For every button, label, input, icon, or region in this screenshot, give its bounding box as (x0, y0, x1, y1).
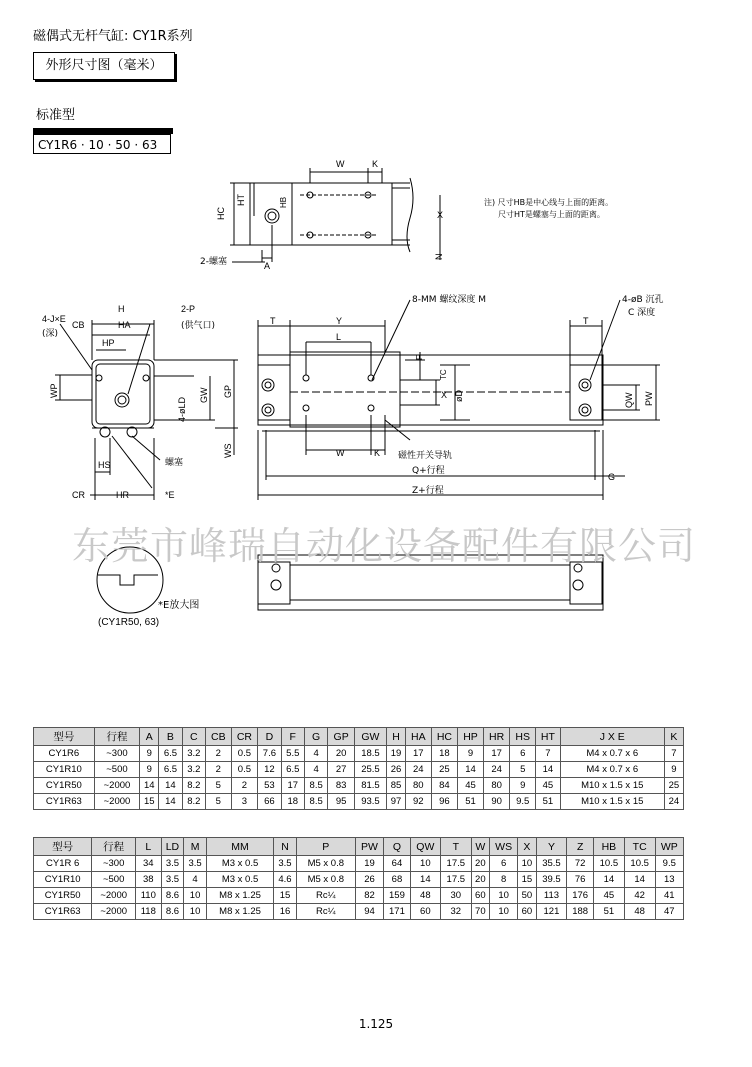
table-cell: 10 (184, 888, 206, 904)
table-cell: 84 (431, 778, 458, 794)
table-cell: 48 (624, 904, 655, 920)
table-cell: M3 x 0.5 (206, 856, 273, 872)
table-cell: 9 (664, 762, 683, 778)
column-header: GP (328, 728, 355, 746)
table-cell: 7 (664, 746, 683, 762)
table-cell: 15 (274, 888, 296, 904)
table-row (34, 904, 684, 920)
table-cell: 4 (304, 746, 327, 762)
h-label: H (118, 304, 125, 314)
table-cell: M5 x 0.8 (296, 872, 355, 888)
column-header: PW (355, 838, 383, 856)
table-cell: 93.5 (354, 794, 386, 810)
table-cell: CY1R63 (34, 904, 92, 920)
table-cell: 25 (664, 778, 683, 794)
table-cell: 45 (536, 778, 561, 794)
table-cell: 9 (140, 746, 159, 762)
table-cell: 176 (567, 888, 594, 904)
table-cell: M8 x 1.25 (206, 904, 273, 920)
table-cell: ~2000 (94, 778, 140, 794)
g-label: G (608, 472, 616, 482)
table-row (34, 762, 684, 778)
table-cell: 92 (406, 794, 432, 810)
top-w-label: W (336, 159, 345, 169)
table-cell: 6 (489, 856, 517, 872)
table-cell: 8.5 (304, 778, 327, 794)
table-cell: 18 (431, 746, 458, 762)
top-a-label: A (264, 261, 271, 270)
column-header: X (518, 838, 536, 856)
table-cell: 3.5 (274, 856, 296, 872)
column-header: P (296, 838, 355, 856)
ws-label: WS (223, 443, 233, 458)
table-cell: 64 (384, 856, 411, 872)
table-cell: 118 (136, 904, 162, 920)
top-k-label: K (372, 159, 379, 169)
note-line-2: 尺寸HT是螺塞与上面的距离。 (498, 210, 605, 219)
column-header: HR (483, 728, 510, 746)
table-cell: 3.5 (161, 856, 184, 872)
table-cell: 10.5 (593, 856, 624, 872)
table-cell: CY1R50 (34, 888, 92, 904)
table-cell: 15 (518, 872, 536, 888)
t2-label: T (583, 316, 589, 326)
table-cell: 2 (206, 762, 232, 778)
table-cell: 9.5 (655, 856, 683, 872)
column-header: QW (410, 838, 440, 856)
table-row (34, 856, 684, 872)
column-header: HC (431, 728, 458, 746)
table-cell: ~300 (92, 856, 136, 872)
table-cell: 70 (471, 904, 489, 920)
table-cell: 159 (384, 888, 411, 904)
column-header: J X E (560, 728, 664, 746)
y-label: Y (336, 316, 343, 326)
table-cell: CY1R 6 (34, 856, 92, 872)
table-cell: M5 x 0.8 (296, 856, 355, 872)
table-cell: 27 (328, 762, 355, 778)
table-cell: 60 (410, 904, 440, 920)
table-cell: 8.6 (161, 904, 184, 920)
table-cell: 14 (624, 872, 655, 888)
table-cell: M4 x 0.7 x 6 (560, 762, 664, 778)
table-cell: 5.5 (281, 746, 304, 762)
table-cell: 8 (489, 872, 517, 888)
table-cell: 188 (567, 904, 594, 920)
table-cell: 80 (406, 778, 432, 794)
table-cell: 6.5 (159, 762, 182, 778)
page-title: 磁偶式无杆气缸: CY1R系列 (33, 29, 193, 44)
table-cell: 42 (624, 888, 655, 904)
column-header: A (140, 728, 159, 746)
table-cell: 10.5 (624, 856, 655, 872)
model-list: CY1R6 · 10 · 50 · 63 (33, 134, 171, 154)
table-cell: 41 (655, 888, 683, 904)
table-cell: 51 (593, 904, 624, 920)
qw-label: QW (624, 392, 634, 408)
top-hb-label: HB (279, 196, 288, 208)
table-cell: 51 (458, 794, 484, 810)
column-header: GW (354, 728, 386, 746)
pw-label: PW (644, 391, 654, 406)
table-cell: 48 (410, 888, 440, 904)
column-header: W (471, 838, 489, 856)
table-cell: 13 (655, 872, 683, 888)
table-cell: 60 (518, 904, 536, 920)
enlarged-models: (CY1R50, 63) (98, 617, 160, 628)
table-cell: 95 (328, 794, 355, 810)
column-header: HP (458, 728, 484, 746)
wp-label: WP (49, 383, 59, 398)
table-cell: 19 (386, 746, 405, 762)
column-header: B (159, 728, 182, 746)
table-cell: ~2000 (92, 888, 136, 904)
table-cell: M8 x 1.25 (206, 888, 273, 904)
table-cell: 113 (536, 888, 567, 904)
table-cell: 7 (536, 746, 561, 762)
table-cell: 39.5 (536, 872, 567, 888)
table-cell: 26 (355, 872, 383, 888)
table-cell: 10 (410, 856, 440, 872)
table-row (34, 746, 684, 762)
column-header: HB (593, 838, 624, 856)
table-cell: 0.5 (231, 762, 258, 778)
table-cell: CY1R10 (34, 762, 95, 778)
table-header-row (34, 728, 684, 746)
b-label: 4-øB 沉孔 (622, 295, 664, 305)
table-cell: 6.5 (281, 762, 304, 778)
table-cell: 17.5 (440, 872, 471, 888)
table-header-row (34, 838, 684, 856)
column-header: MM (206, 838, 273, 856)
table-cell: 38 (136, 872, 162, 888)
main-views-drawing (0, 290, 752, 640)
table-cell: 8.2 (182, 778, 205, 794)
table-cell: 85 (386, 778, 405, 794)
column-header: WP (655, 838, 683, 856)
column-header: 型号 (34, 838, 92, 856)
table-cell: 16 (274, 904, 296, 920)
table-cell: ~2000 (94, 794, 140, 810)
tc-label: TC (439, 369, 448, 380)
table-cell: ~500 (94, 762, 140, 778)
column-header: L (136, 838, 162, 856)
page-number: 1.125 (358, 1017, 394, 1031)
table-cell: 17 (483, 746, 510, 762)
table-cell: Rc¼ (296, 904, 355, 920)
top-x-label: X (437, 210, 444, 220)
jxe-label: 4-J×E (42, 314, 66, 324)
x-label: X (441, 390, 448, 400)
table-cell: 17 (281, 778, 304, 794)
cb-label: CB (72, 320, 85, 330)
table-cell: 26 (386, 762, 405, 778)
table-cell: 14 (536, 762, 561, 778)
q-label: Q+行程 (412, 466, 445, 476)
spec-table-2 (33, 837, 684, 920)
table-cell: M4 x 0.7 x 6 (560, 746, 664, 762)
table-cell: 47 (655, 904, 683, 920)
table-cell: 7.6 (258, 746, 281, 762)
table-cell: 4 (184, 872, 206, 888)
table-cell: 34 (136, 856, 162, 872)
column-header: K (664, 728, 683, 746)
table-row (34, 794, 684, 810)
table-cell: 68 (384, 872, 411, 888)
table-cell: 14 (140, 778, 159, 794)
f-label: F (415, 355, 424, 360)
rail-label: 磁性开关导轨 (398, 451, 453, 461)
column-header: CR (231, 728, 258, 746)
column-header: 型号 (34, 728, 95, 746)
table-cell: 14 (410, 872, 440, 888)
table-cell: 3 (231, 794, 258, 810)
table-cell: 9 (140, 762, 159, 778)
table-cell: 4 (304, 762, 327, 778)
table-cell: 53 (258, 778, 281, 794)
port-label: (供气口) (181, 321, 216, 331)
table-cell: 121 (536, 904, 567, 920)
table-cell: CY1R10 (34, 872, 92, 888)
table-cell: M10 x 1.5 x 15 (560, 778, 664, 794)
gw-label: GW (199, 387, 209, 403)
table-cell: 6.5 (159, 746, 182, 762)
table-cell: ~2000 (92, 904, 136, 920)
column-header: LD (161, 838, 184, 856)
table-cell: 8.5 (304, 794, 327, 810)
table-cell: 14 (458, 762, 484, 778)
table-cell: 97 (386, 794, 405, 810)
table-cell: 9.5 (510, 794, 536, 810)
table-cell: M10 x 1.5 x 15 (560, 794, 664, 810)
table-cell: 24 (406, 762, 432, 778)
table-cell: M3 x 0.5 (206, 872, 273, 888)
table-cell: 25 (431, 762, 458, 778)
table-cell: 83 (328, 778, 355, 794)
section-heading: 外形尺寸图（毫米） (33, 52, 175, 80)
hs-label: HS (98, 460, 111, 470)
table-cell: 3.2 (182, 762, 205, 778)
top-view-drawing (0, 150, 752, 270)
table-cell: 24 (483, 762, 510, 778)
table-cell: CY1R50 (34, 778, 95, 794)
column-header: T (440, 838, 471, 856)
table-cell: 96 (431, 794, 458, 810)
table-cell: 14 (159, 794, 182, 810)
top-plug-label: 2-螺塞 (200, 257, 227, 267)
table-cell: 10 (489, 904, 517, 920)
e-label: *E (165, 490, 175, 500)
z-label: Z+行程 (412, 486, 444, 496)
table-cell: 8.6 (161, 888, 184, 904)
column-header: F (281, 728, 304, 746)
table-cell: 82 (355, 888, 383, 904)
table-cell: 30 (440, 888, 471, 904)
table-cell: 20 (471, 856, 489, 872)
cr-label: CR (72, 490, 85, 500)
column-header: HT (536, 728, 561, 746)
column-header: TC (624, 838, 655, 856)
table-cell: 45 (593, 888, 624, 904)
table-row (34, 888, 684, 904)
table-cell: 12 (258, 762, 281, 778)
column-header: C (182, 728, 205, 746)
table-cell: 5 (206, 794, 232, 810)
table-cell: 0.5 (231, 746, 258, 762)
table-cell: 171 (384, 904, 411, 920)
p-label: 2-P (181, 304, 196, 314)
table-cell: ~300 (94, 746, 140, 762)
plug-label: 螺塞 (165, 458, 184, 468)
column-header: Z (567, 838, 594, 856)
table-cell: 14 (159, 778, 182, 794)
column-header: D (258, 728, 281, 746)
column-header: 行程 (92, 838, 136, 856)
table-cell: 8.2 (182, 794, 205, 810)
subsection-label: 标准型 (36, 108, 76, 123)
table-cell: 20 (471, 872, 489, 888)
top-ht-label: HT (236, 194, 246, 206)
table-row (34, 872, 684, 888)
table-cell: 110 (136, 888, 162, 904)
watermark: 东莞市峰瑞自动化设备配件有限公司 (72, 524, 697, 568)
table-cell: 2 (231, 778, 258, 794)
column-header: N (274, 838, 296, 856)
table-cell: 10 (489, 888, 517, 904)
table-cell: 14 (593, 872, 624, 888)
table-cell: 35.5 (536, 856, 567, 872)
table-cell: 20 (328, 746, 355, 762)
ha-label: HA (118, 320, 131, 330)
table-cell: 18 (281, 794, 304, 810)
table-cell: 9 (510, 778, 536, 794)
mm-label: 8-MM 螺纹深度 M (412, 295, 486, 305)
table-row (34, 778, 684, 794)
ld-label: 4-øLD (177, 396, 187, 422)
table-cell: 5 (206, 778, 232, 794)
table-cell: 90 (483, 794, 510, 810)
column-header: Q (384, 838, 411, 856)
table-cell: CY1R6 (34, 746, 95, 762)
top-hc-label: HC (216, 207, 226, 220)
table-cell: 66 (258, 794, 281, 810)
table-cell: 10 (184, 904, 206, 920)
table-cell: 81.5 (354, 778, 386, 794)
top-n-label: N (434, 253, 444, 260)
table-cell: 6 (510, 746, 536, 762)
enlarged-label: *E放大图 (158, 600, 200, 611)
note-line-1: 注) 尺寸HB是中心线与上面的距离。 (484, 198, 614, 207)
column-header: M (184, 838, 206, 856)
table-cell: 60 (471, 888, 489, 904)
t-label: T (270, 316, 276, 326)
table-cell: 19 (355, 856, 383, 872)
column-header: HA (406, 728, 432, 746)
hr-label: HR (116, 490, 129, 500)
table-cell: ~500 (92, 872, 136, 888)
c-label: C 深度 (628, 308, 656, 318)
table-cell: 17.5 (440, 856, 471, 872)
d-label: øD (454, 390, 464, 402)
table-cell: 15 (140, 794, 159, 810)
hp-label: HP (102, 338, 115, 348)
table-cell: 94 (355, 904, 383, 920)
table-cell: 3.2 (182, 746, 205, 762)
table-cell: 50 (518, 888, 536, 904)
gp-label: GP (223, 384, 233, 398)
table-cell: Rc¼ (296, 888, 355, 904)
column-header: H (386, 728, 405, 746)
table-cell: 25.5 (354, 762, 386, 778)
table-cell: 10 (518, 856, 536, 872)
table-cell: 17 (406, 746, 432, 762)
table-cell: 72 (567, 856, 594, 872)
table-cell: 80 (483, 778, 510, 794)
w-label: W (336, 448, 345, 458)
table-cell: 45 (458, 778, 484, 794)
column-header: HS (510, 728, 536, 746)
table-cell: 3.5 (184, 856, 206, 872)
column-header: CB (206, 728, 232, 746)
deep-label: (深) (42, 329, 59, 339)
l-label: L (336, 332, 342, 342)
table-cell: 51 (536, 794, 561, 810)
column-header: G (304, 728, 327, 746)
column-header: WS (489, 838, 517, 856)
table-cell: 76 (567, 872, 594, 888)
table-cell: 4.6 (274, 872, 296, 888)
spec-table-1 (33, 727, 684, 810)
table-cell: 32 (440, 904, 471, 920)
k-label: K (374, 448, 381, 458)
column-header: 行程 (94, 728, 140, 746)
table-cell: 5 (510, 762, 536, 778)
table-cell: 3.5 (161, 872, 184, 888)
table-cell: 2 (206, 746, 232, 762)
table-cell: 18.5 (354, 746, 386, 762)
table-cell: 9 (458, 746, 484, 762)
table-cell: CY1R63 (34, 794, 95, 810)
table-cell: 24 (664, 794, 683, 810)
column-header: Y (536, 838, 567, 856)
